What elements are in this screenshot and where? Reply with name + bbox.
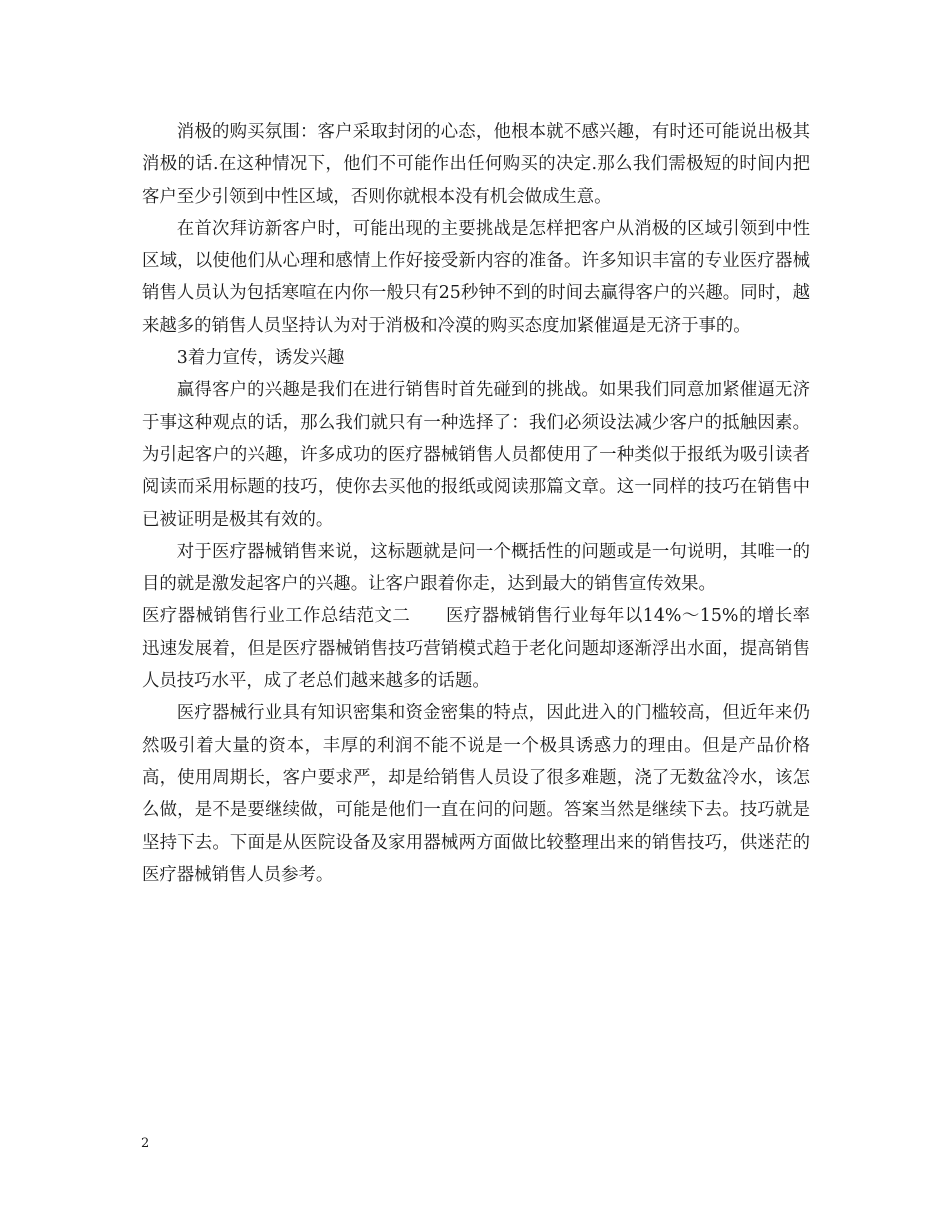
paragraph-winning-interest: 赢得客户的兴趣是我们在进行销售时首先碰到的挑战。如果我们同意加紧催逼无济于事这种观点的话，那么我们就只有一种选择了：我们必须设法减少客户的抵触因素。为引起客户的兴趣，许多成功的医疗器械销售人员都使用了一种类似于报纸为吸引读者阅读而采用标题的技巧，使你去买他的报纸或阅读那篇文章。这一同样的技巧在销售中已被证明是极其有效的。 xyxy=(142,380,810,530)
section-heading-promotion: 3着力宣传，诱发兴趣 xyxy=(176,348,345,369)
page-number: 2 xyxy=(141,1136,150,1151)
paragraph-industry-features: 医疗器械行业具有知识密集和资金密集的特点，因此进入的门槛较高，但近年来仍然吸引着大量的资本，丰厚的利润不能不说是一个极具诱惑力的理由。但是产品价格高，使用周期长，客户要求严，却是给销售人员设了很多难题，浇了无数盆冷水，该怎么做，是不是要继续做，可能是他们一直在问的问题。答案当然是继续下去。技巧就是坚持下去。下面是从医院设备及家用器械两方面做比较整理出来的销售技巧，供迷茫的医疗器械销售人员参考。 xyxy=(142,703,810,885)
paragraph-negative-atmosphere: 消极的购买氛围：客户采取封闭的心态，他根本就不感兴趣，有时还可能说出极其消极的话.在这种情况下，他们不可能作出任何购买的决定.那么我们需极短的时间内把客户至少引领到中性区域，否则你就根本没有机会做成生意。 xyxy=(142,122,810,207)
paragraph-first-visit: 在首次拜访新客户时，可能出现的主要挑战是怎样把客户从消极的区域引领到中性区域，以使他们从心理和感情上作好接受新内容的准备。许多知识丰富的专业医疗器械销售人员认为包括寒喧在内你一般只有25秒钟不到的时间去赢得客户的兴趣。同时，越来越多的销售人员坚持认为对于消极和冷漠的购买态度加紧催逼是无济于事的。 xyxy=(142,218,810,336)
document-body xyxy=(142,116,810,891)
paragraph-summary-two: 医疗器械销售行业工作总结范文二 医疗器械销售行业每年以14%～15%的增长率迅速发展着，但是医疗器械销售技巧营销模式趋于老化问题却逐渐浮出水面，提高销售人员技巧水平，成了老总们越来越多的话题。 xyxy=(142,606,810,692)
paragraph-headline-technique: 对于医疗器械销售来说，这标题就是问一个概括性的问题或是一句说明，其唯一的目的就是激发起客户的兴趣。让客户跟着你走，达到最大的销售宣传效果。 xyxy=(142,541,810,595)
